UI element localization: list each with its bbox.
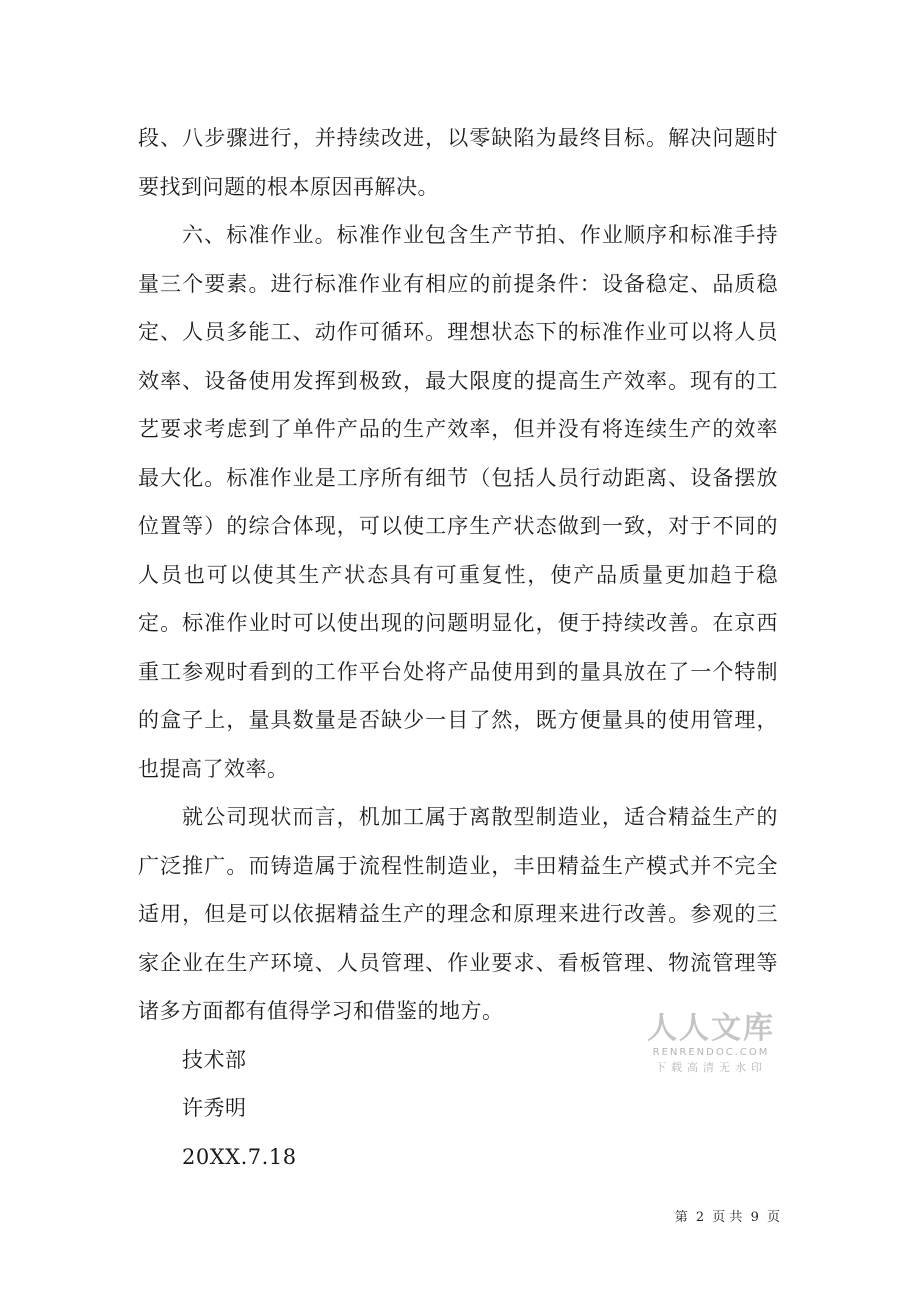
signature-department: 技术部 — [182, 1047, 247, 1072]
watermark-url: RENRENDOC.COM — [652, 1047, 770, 1058]
paragraph-1: 段、八步骤进行，并持续改进，以零缺陷为最终目标。解决问题时要找到问题的根本原因再解决。 — [138, 126, 778, 199]
paragraph-2: 六、标准作业。标准作业包含生产节拍、作业顺序和标准手持量三个要素。进行标准作业有相应的前提条件：设备稳定、品质稳定、人员多能工、动作可循环。理想状态下的标准作业可以将人员效率、设备使用发挥到极致，最大限度的提高生产效率。现有的工艺要求考虑到了单件产品的生产效率，但并没有将连续生产的效率最大化。标准作业是工序所有细节（包括人员行动距离、设备摆放位置等）的综合体现，可以使工序生产状态做到一致，对于不同的人员也可以使其生产状态具有可重复性，使产品质量更加趋于稳定。标准作业时可以使出现的问题明显化，便于持续改善。在京西重工参观时看到的工作平台处将产品使用到的量具放在了一个特制的盒子上，量具数量是否缺少一目了然，既方便量具的使用管理，也提高了效率。 — [138, 223, 778, 781]
page-number-footer — [675, 1206, 780, 1225]
footer-total-pages: 9 — [750, 1210, 759, 1225]
watermark-logo — [646, 1012, 776, 1076]
signature-date: 20XX.7.18 — [182, 1144, 297, 1169]
footer-middle: 页 共 — [712, 1210, 743, 1225]
paragraph-3: 就公司现状而言，机加工属于离散型制造业，适合精益生产的广泛推广。而铸造属于流程性制造业，丰田精益生产模式并不完全适用，但是可以依据精益生产的理念和原理来进行改善。参观的三家企业在生产环境、人员管理、作业要求、看板管理、物流管理等诸多方面都有值得学习和借鉴的地方。 — [138, 805, 778, 1023]
footer-prefix: 第 — [674, 1210, 688, 1225]
footer-suffix: 页 — [766, 1210, 780, 1225]
signature-author: 许秀明 — [182, 1096, 247, 1120]
watermark-main-text: 人人文库 — [647, 1011, 775, 1046]
footer-current-page: 2 — [695, 1210, 705, 1225]
watermark-subtitle: 下载高清无水印 — [655, 1061, 767, 1074]
